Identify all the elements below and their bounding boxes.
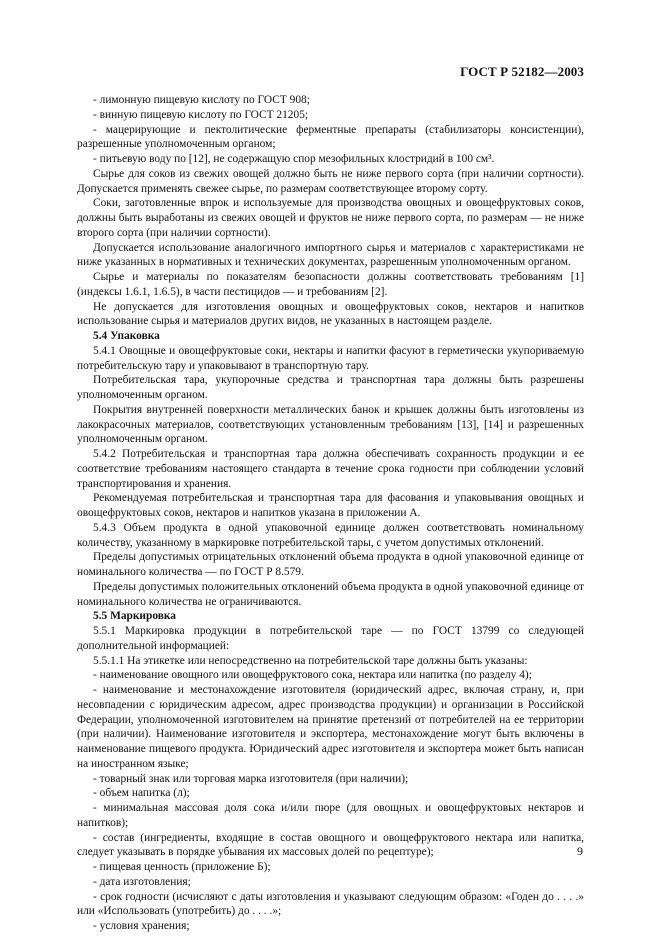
paragraph: 5.4.3 Объем продукта в одной упаковочной единице должен соответствовать номинальному количеству, указанному в маркировке потребительской тары, с учетом допустимых отклонений. <box>77 521 584 549</box>
paragraph: Рекомендуемая потребительская и транспортная тара для фасования и упаковывания овощных и овощефруктовых соков, нектаров и напитков указана в приложении А. <box>77 492 584 519</box>
paragraph: 5.4.1 Овощные и овощефруктовые соки, нектары и напитки фасуют в герметически укупориваемую потребительскую тару и упаковывают в транспортную тару. <box>77 344 584 372</box>
section-heading: 5.4 Упаковка <box>93 330 160 342</box>
document-body <box>77 93 584 934</box>
list-item: - лимонную пищевую кислоту по ГОСТ 908; <box>93 94 310 106</box>
paragraph: Потребительская тара, укупорочные средства и транспортная тара должны быть разрешены уполномоченным органом. <box>77 374 584 401</box>
list-item: - объем напитка (л); <box>93 787 190 800</box>
paragraph: Пределы допустимых отрицательных отклонений объема продукта в одной упаковочной единице от номинального количества — по ГОСТ Р 8.579. <box>77 551 584 578</box>
paragraph: Допускается использование аналогичного импортного сырья и материалов с характеристиками не ниже указанных в нормативных и технических документах, разрешенным уполномоченным органом. <box>77 241 584 269</box>
section-heading: 5.5 Маркировка <box>93 610 176 623</box>
paragraph: Сырье и материалы по показателям безопасности должны соответствовать требованиям [1] (индексы 1.6.1, 1.6.5), в части пестицидов — и требованиям [2]. <box>77 271 584 298</box>
list-item: - дата изготовления; <box>93 875 191 888</box>
document-header: ГОСТ Р 52182—2003 <box>460 64 584 79</box>
list-item: - срок годности (исчисляют с даты изготовления и указывают следующим образом: «Годен до . . . .» или «Использовать (употребить) до . . . .»; <box>77 890 584 918</box>
page-number: 9 <box>577 844 583 858</box>
paragraph: Сырье для соков из свежих овощей должно быть не ниже первого сорта (при наличии сортности). Допускается применять свежее сырье, по размерам соответствующее второму сорту. <box>77 167 584 195</box>
paragraph: Не допускается для изготовления овощных и овощефруктовых соков, нектаров и напитков использование сырья и материалов других видов, не указанных в настоящем разделе. <box>77 300 584 328</box>
list-item: - мацерирующие и пектолитические ферментные препараты (стабилизаторы консистенции), разрешенные уполномоченным органом; <box>77 123 584 151</box>
paragraph: 5.5.1 Маркировка продукции в потребительской таре — по ГОСТ 13799 со следующей дополнительной информацией: <box>77 625 584 652</box>
list-item: - винную пищевую кислоту по ГОСТ 21205; <box>93 108 309 121</box>
paragraph: 5.4.2 Потребительская и транспортная тара должна обеспечивать сохранность продукции и ее соответствие требованиям настоящего стандарта в течение срока годности при соблюдении условий транспортирования и хранения. <box>77 448 584 490</box>
paragraph: Пределы допустимых положительных отклонений объема продукта в одной упаковочной единице от номинального количества не ограничиваются. <box>77 580 584 608</box>
paragraph: Соки, заготовленные впрок и используемые для производства овощных и овощефруктовых соков, должны быть выработаны из свежих овощей и фруктов не ниже первого сорта, по размерам — не ниже второго сорта (при наличии сортности). <box>77 197 584 239</box>
list-item: - условия хранения; <box>93 920 190 932</box>
list-item: - товарный знак или торговая марка изготовителя (при наличии); <box>93 772 409 785</box>
list-item: - питьевую воду по [12], не содержащую спор мезофильных клостридий в 100 см³. <box>93 153 495 165</box>
paragraph: 5.5.1.1 На этикетке или непосредственно на потребительской таре должны быть указаны: <box>93 654 528 667</box>
list-item: - пищевая ценность (приложение Б); <box>93 861 271 873</box>
list-item: - наименование и местонахождение изготовителя (юридический адрес, включая страну, и, при несовпадении с юридическим адресом, адрес производства продукции) и организации в Российской Федерации, уполномоченной изготовителем на принятие претензий от потребителей на ее территории (при наличии). Наименование изготовителя и экспортера, местонахождение могут быть включены в наименование пищевого продукта. Юридический адрес изготовителя и экспортера может быть написан на иностранном языке; <box>77 684 584 770</box>
list-item: - наименование овощного или овощефруктового сока, нектара или напитка (по разделу 4); <box>93 669 532 682</box>
paragraph: Покрытия внутренней поверхности металлических банок и крышек должны быть изготовлены из лакокрасочных материалов, соответствующих установленным требованиям [13], [14] и разрешенных уполномоченным органом. <box>77 403 584 446</box>
list-item: - состав (ингредиенты, входящие в состав овощного и овощефруктового нектара или напитка, следует указывать в порядке убывания их массовых долей по рецептуре); <box>77 831 584 859</box>
list-item: - минимальная массовая доля сока и/или пюре (для овощных и овощефруктовых нектаров и напитков); <box>77 802 584 829</box>
